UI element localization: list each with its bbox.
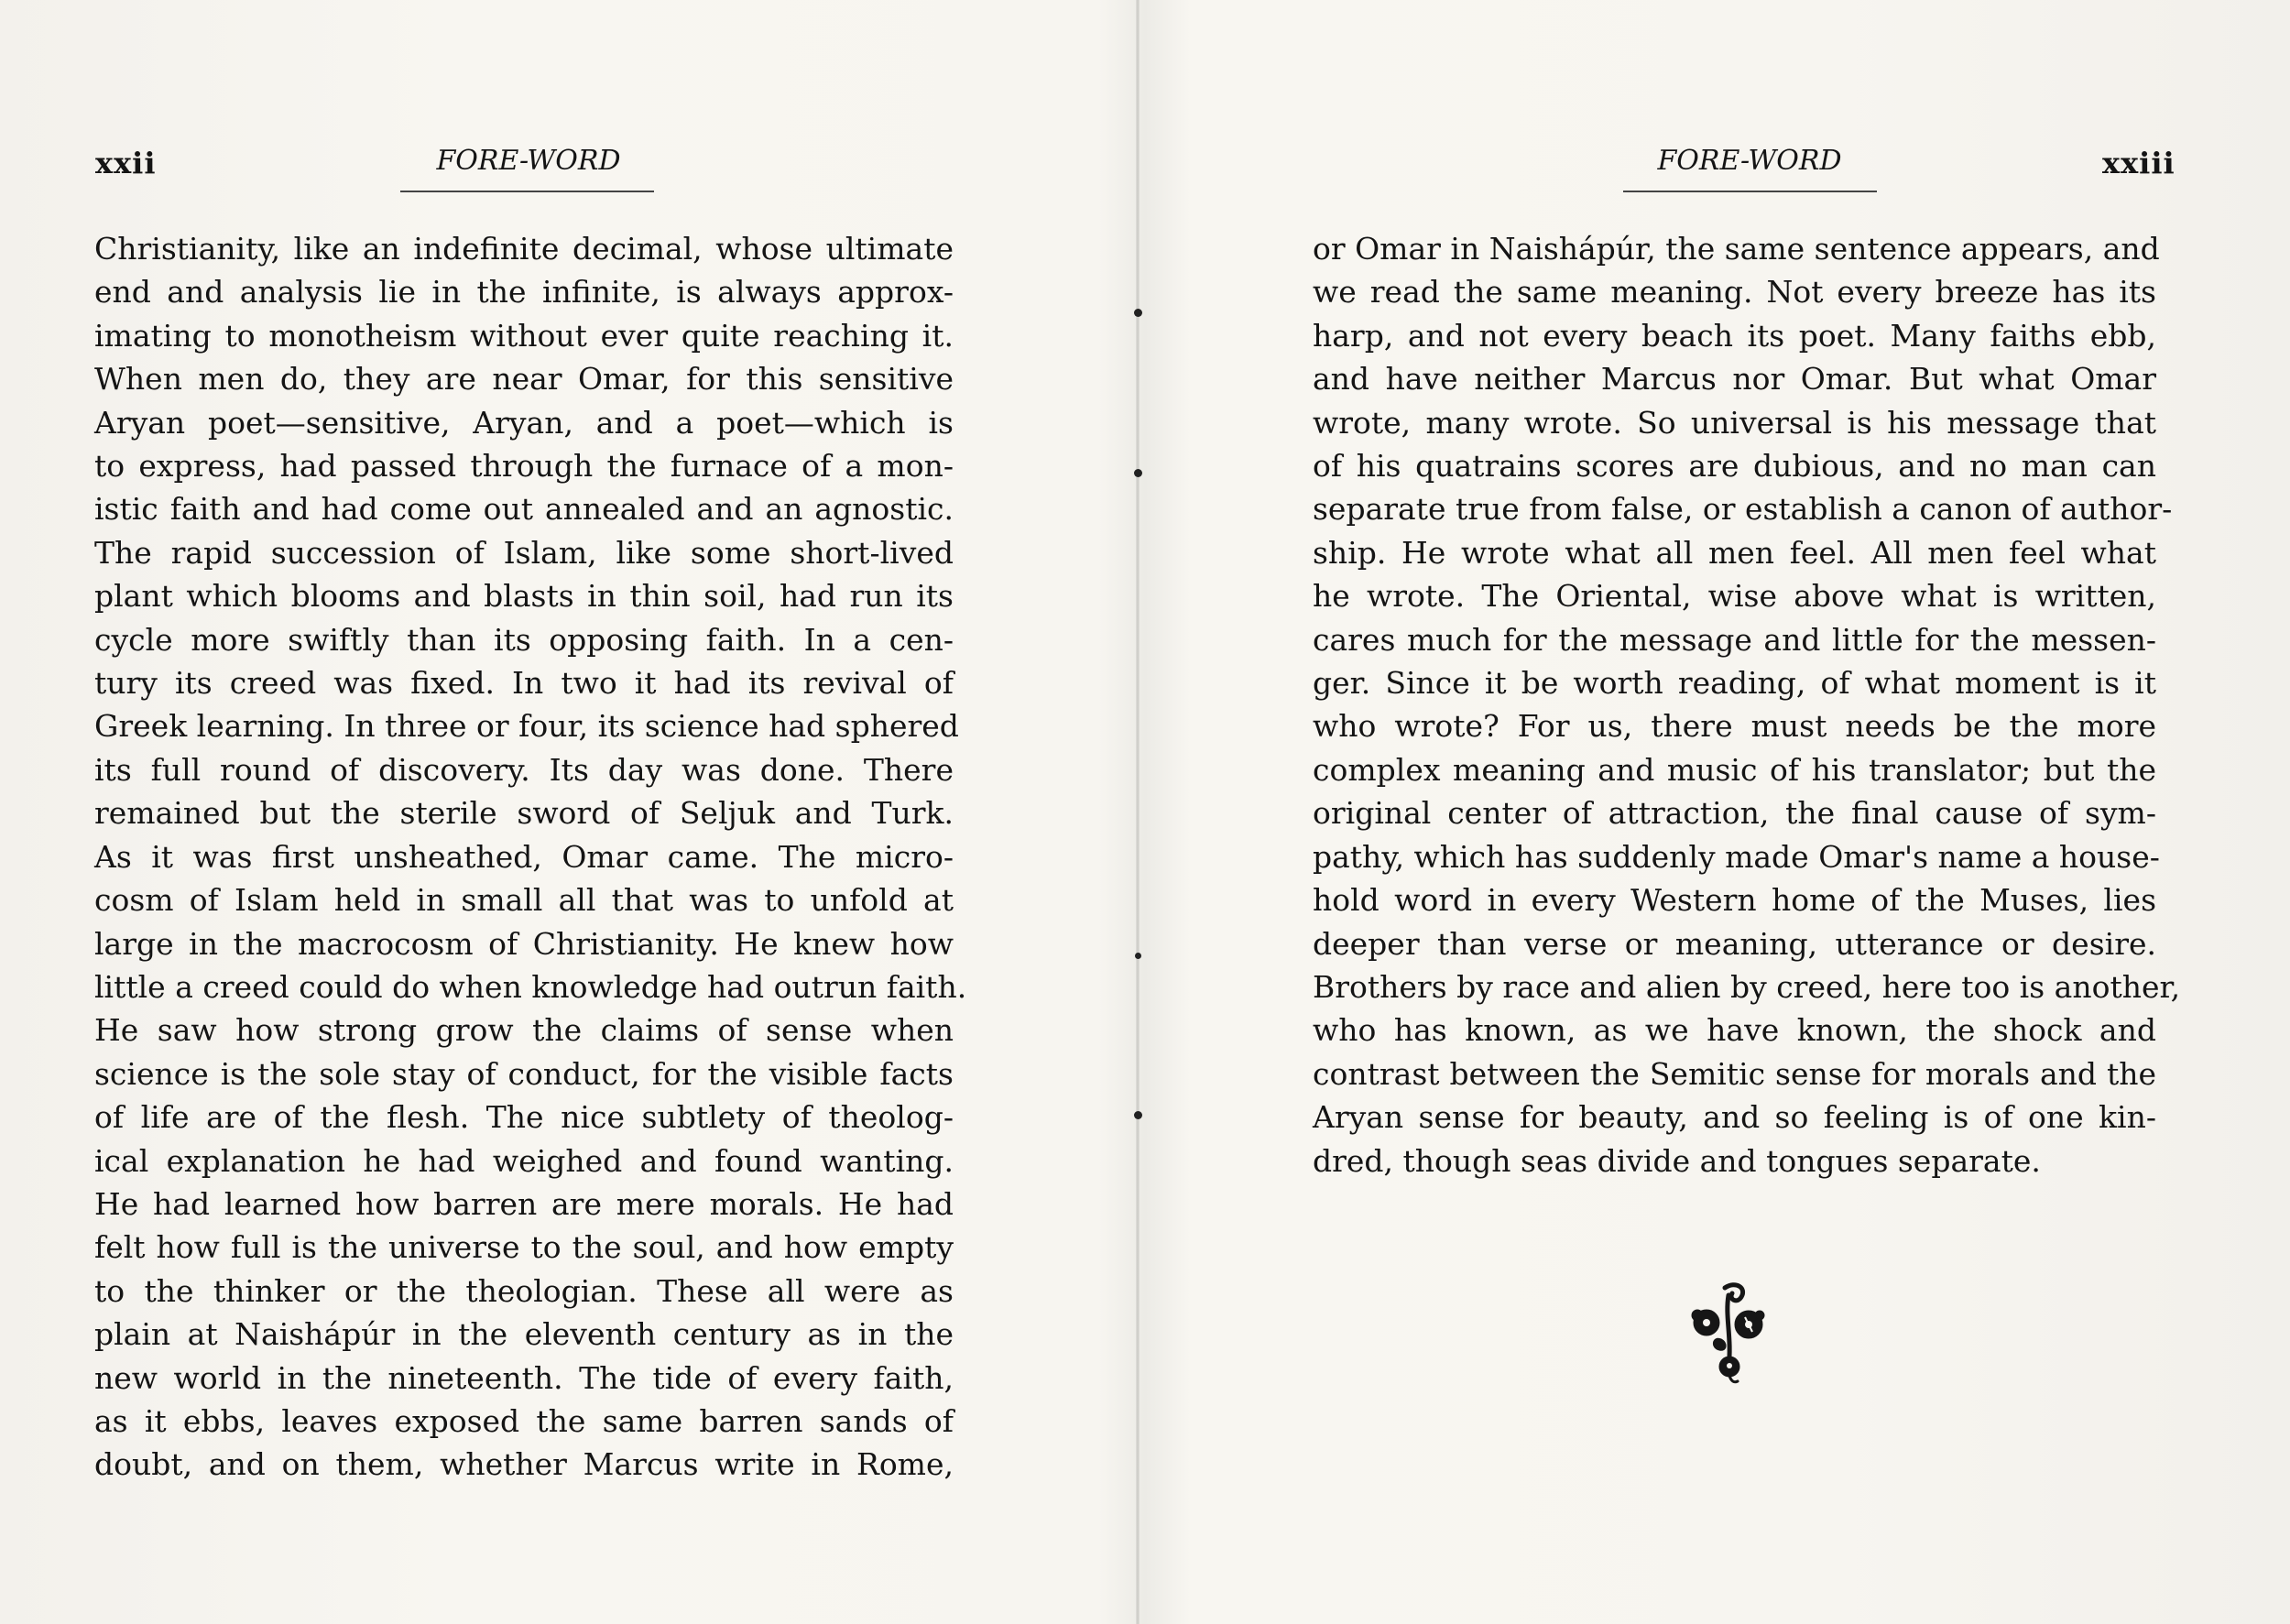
- text-line: Aryan poet—sensitive, Aryan, and a poet—which is: [94, 404, 954, 441]
- text-line: Aryan sense for beauty, and so feeling is of one kin-: [1313, 1099, 2156, 1136]
- text-line: he wrote. The Oriental, wise above what is written,: [1313, 578, 2156, 615]
- text-line: separate true from false, or establish a canon of author-: [1313, 491, 2173, 528]
- text-line: ical explanation he had weighed and found wanting.: [94, 1142, 954, 1179]
- text-line: He had learned how barren are mere morals. He had: [94, 1185, 954, 1222]
- text-line: who has known, as we have known, the shock and: [1313, 1012, 2156, 1049]
- text-line: hold word in every Western home of the Muses, lies: [1313, 882, 2156, 919]
- text-line: dred, though seas divide and tongues separate.: [1313, 1142, 2041, 1179]
- text-line: little a creed could do when knowledge had outrun faith.: [94, 968, 967, 1005]
- text-line: wrote, many wrote. So universal is his message that: [1313, 404, 2156, 441]
- text-line: istic faith and had come out annealed and an agnostic.: [94, 491, 954, 528]
- text-line: and have neither Marcus nor Omar. But what Omar: [1313, 361, 2156, 398]
- floral-tailpiece-icon: [1688, 1281, 1771, 1385]
- text-line: felt how full is the universe to the soul, and how empty: [94, 1229, 954, 1266]
- text-line: When men do, they are near Omar, for this sensitive: [94, 361, 954, 398]
- text-line: As it was first unsheathed, Omar came. The micro-: [94, 838, 954, 875]
- text-line: Christianity, like an indefinite decimal, whose ultimate: [94, 231, 954, 267]
- text-line: ger. Since it be worth reading, of what moment is it: [1313, 665, 2156, 702]
- text-line: who wrote? For us, there must needs be the more: [1313, 708, 2156, 745]
- text-line: we read the same meaning. Not every breeze has its: [1313, 274, 2156, 311]
- text-line: ship. He wrote what all men feel. All men feel what: [1313, 534, 2156, 571]
- text-line: doubt, and on them, whether Marcus write in Rome,: [94, 1446, 954, 1483]
- text-line: tury its creed was fixed. In two it had its revival of: [94, 665, 954, 702]
- text-line: cares much for the message and little for the messen-: [1313, 621, 2156, 658]
- text-line: The rapid succession of Islam, like some short-lived: [94, 534, 954, 571]
- text-line: cosm of Islam held in small all that was to unfold at: [94, 882, 954, 919]
- text-line: pathy, which has suddenly made Omar's name a house-: [1313, 838, 2160, 875]
- text-line: Brothers by race and alien by creed, here too is another,: [1313, 968, 2181, 1005]
- text-line: He saw how strong grow the claims of sense when: [94, 1012, 954, 1049]
- left-page: [0, 0, 1136, 1624]
- text-line: cycle more swiftly than its opposing faith. In a cen-: [94, 621, 954, 658]
- body-text: [94, 227, 967, 1487]
- text-line: new world in the nineteenth. The tide of every faith,: [94, 1359, 954, 1396]
- page-number: xxiii: [2102, 146, 2176, 180]
- text-line: contrast between the Semitic sense for morals and the: [1313, 1055, 2156, 1092]
- text-line: its full round of discovery. Its day was done. There: [94, 751, 954, 788]
- text-line: complex meaning and music of his translator; but the: [1313, 751, 2156, 788]
- text-line: of life are of the flesh. The nice subtlety of theolog-: [94, 1099, 954, 1136]
- text-line: to express, had passed through the furnace of a mon-: [94, 448, 954, 485]
- text-line: or Omar in Naishápúr, the same sentence appears, and: [1313, 231, 2160, 267]
- text-line: as it ebbs, leaves exposed the same barren sands of: [94, 1402, 954, 1439]
- text-line: to the thinker or the theologian. These all were as: [94, 1272, 954, 1309]
- text-line: science is the sole stay of conduct, for the visible facts: [94, 1055, 954, 1092]
- text-line: plain at Naishápúr in the eleventh century as in the: [94, 1316, 954, 1353]
- text-line: large in the macrocosm of Christianity. He knew how: [94, 925, 954, 962]
- text-line: remained but the sterile sword of Seljuk and Turk.: [94, 795, 954, 832]
- text-line: original center of attraction, the final cause of sym-: [1313, 795, 2156, 832]
- text-line: imating to monotheism without ever quite reaching it.: [94, 317, 954, 354]
- text-line: deeper than verse or meaning, utterance or desire.: [1313, 925, 2156, 962]
- text-line: Greek learning. In three or four, its science had sphered: [94, 708, 959, 745]
- body-text: [1313, 227, 2181, 1183]
- right-page: [1140, 0, 2290, 1624]
- text-line: of his quatrains scores are dubious, and no man can: [1313, 448, 2156, 485]
- text-line: harp, and not every beach its poet. Many faiths ebb,: [1313, 317, 2156, 354]
- running-head: FORE-WORD: [436, 145, 621, 177]
- running-head: FORE-WORD: [1657, 145, 1842, 177]
- running-head-rule: [1623, 191, 1877, 192]
- page-number: xxii: [95, 146, 157, 180]
- text-line: plant which blooms and blasts in thin soil, had run its: [94, 578, 954, 615]
- running-head-rule: [400, 191, 654, 192]
- text-line: end and analysis lie in the infinite, is always approx-: [94, 274, 954, 311]
